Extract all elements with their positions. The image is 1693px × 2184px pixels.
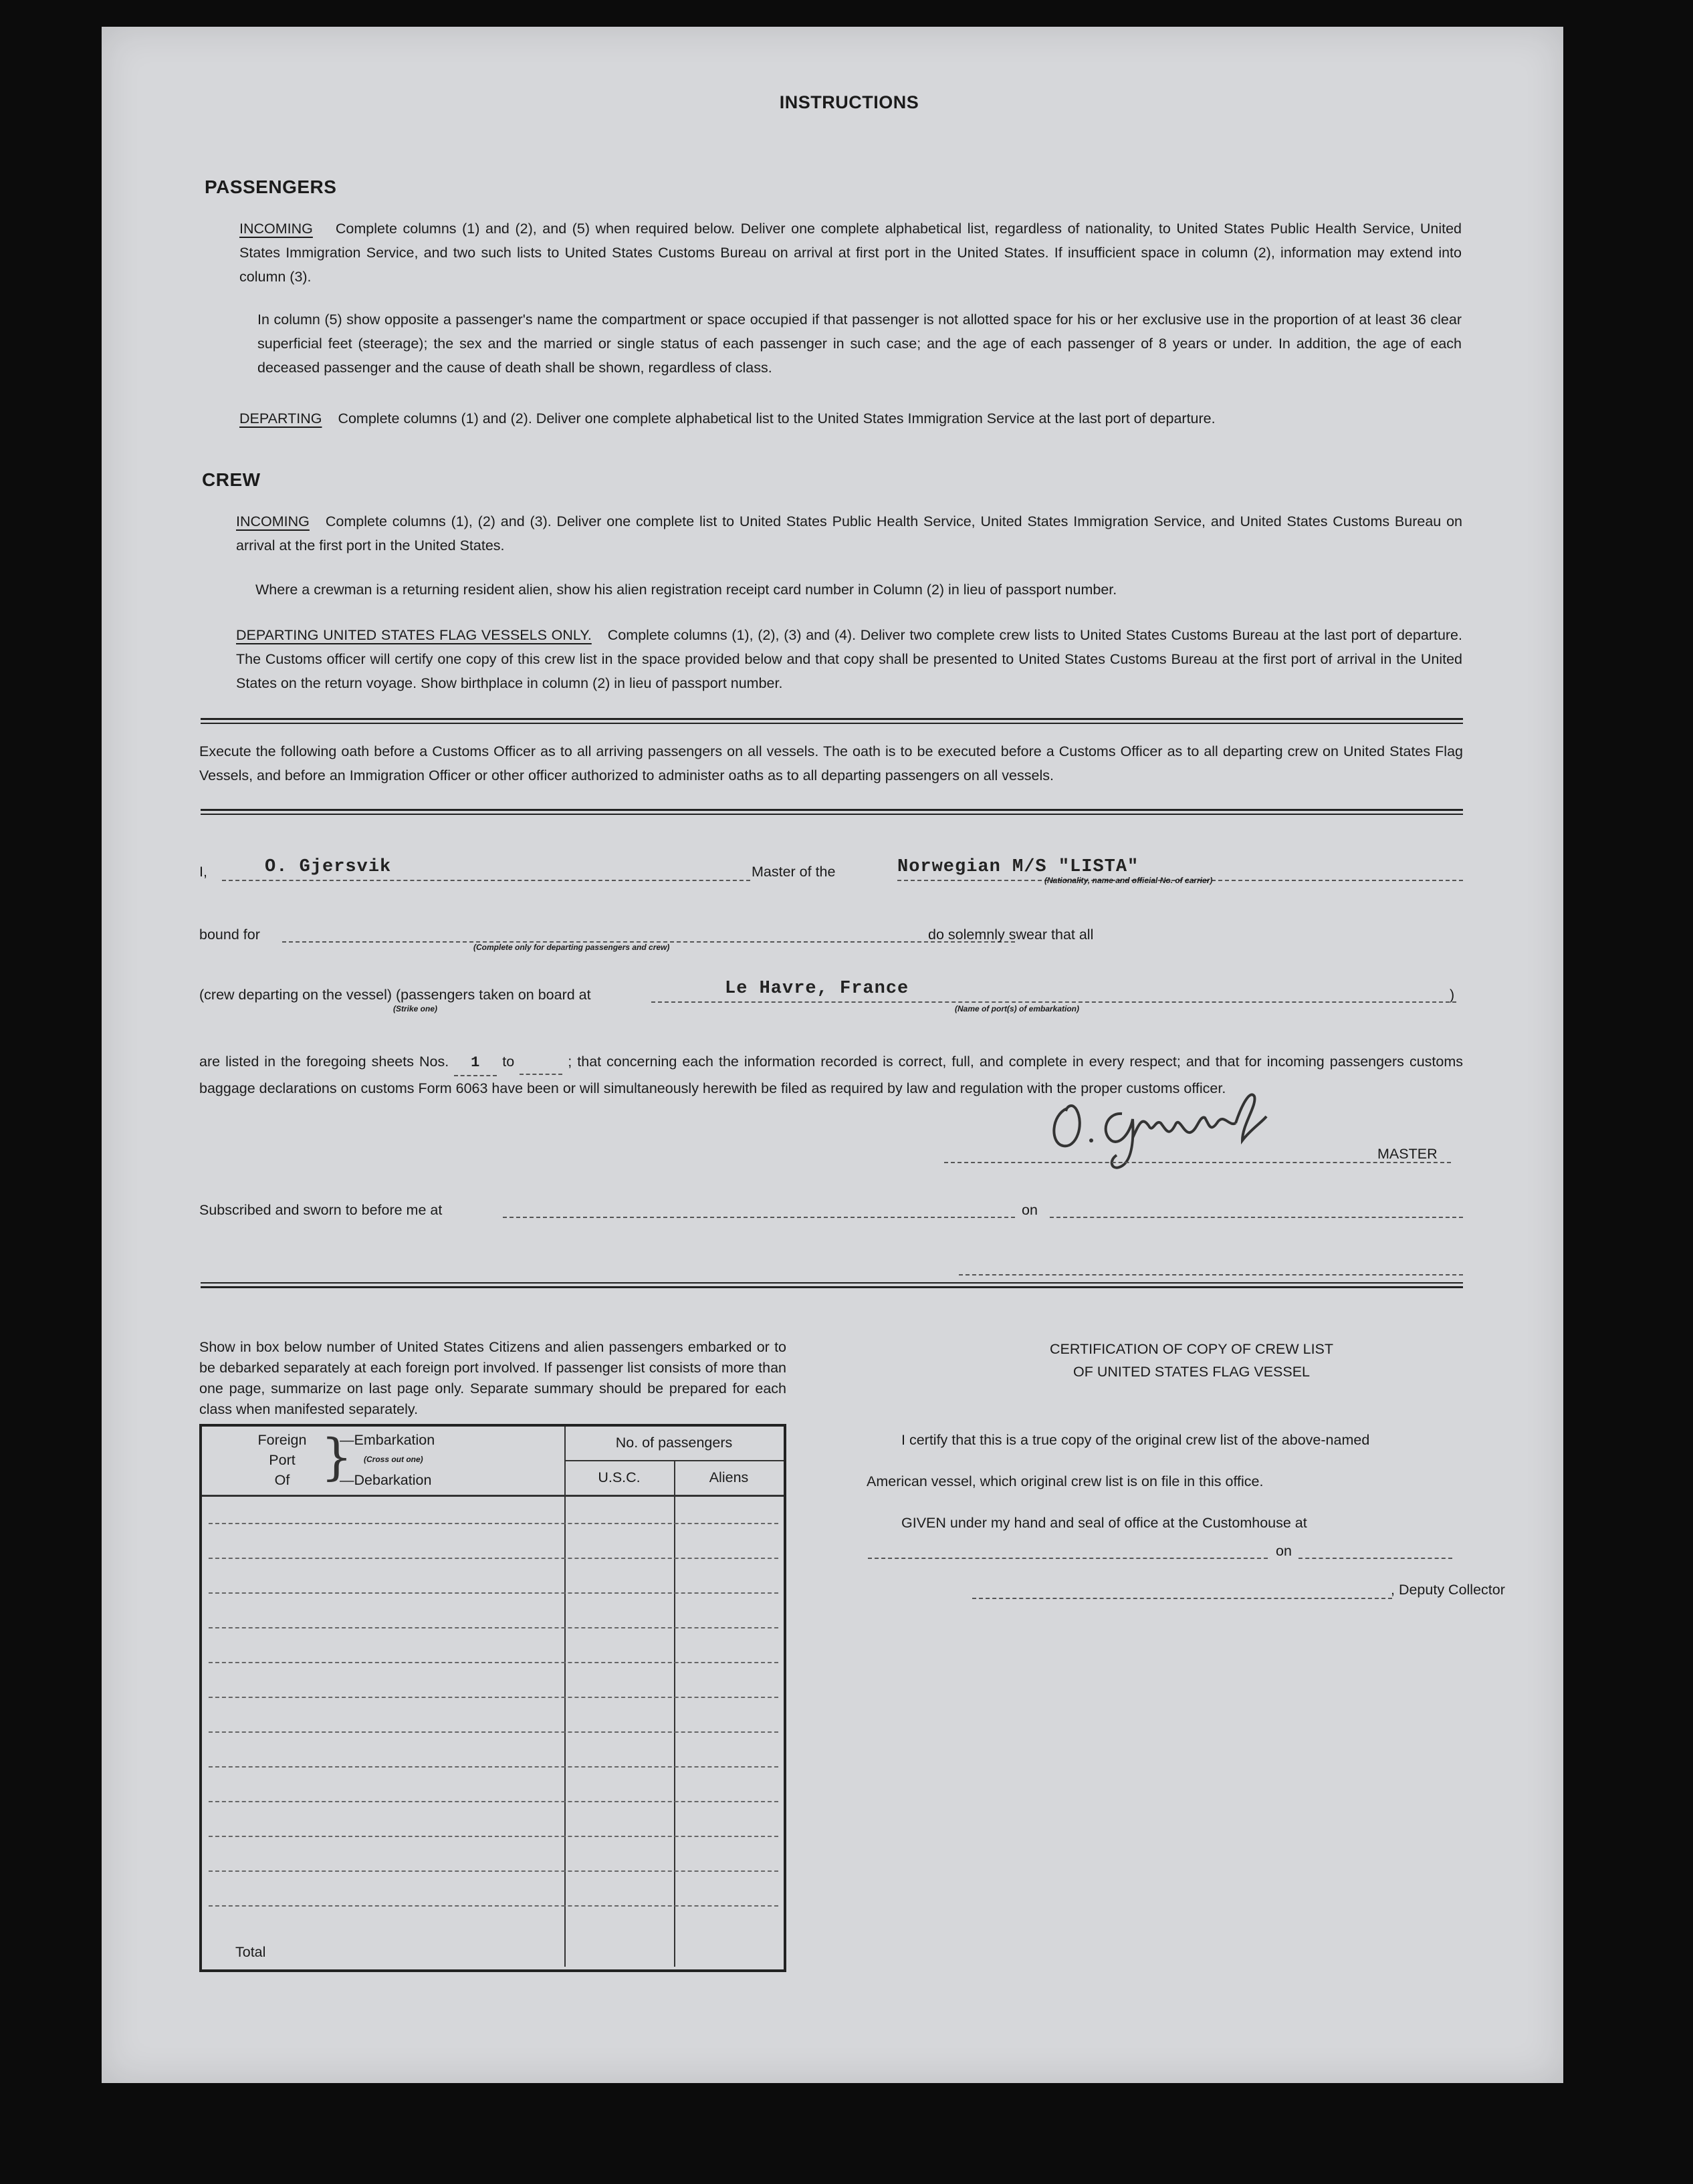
passengers-column5-paragraph: In column (5) show opposite a passenger's name the compartment or space occupied if that passenger is not allotted space for his or her exclusive use in the proportion of at least 36 clear superficial feet (steerage); the sex and the married or single status of each passenger in such case; and the age of each passenger of 8 years or under. In addition, the age of each deceased passenger and the cause of death shall be shown, regardless of class.	[257, 312, 1462, 376]
table-row	[209, 1662, 778, 1663]
crew-departing-label: DEPARTING UNITED STATES FLAG VESSELS ONLY.	[236, 627, 592, 643]
passengers-incoming-text: Complete columns (1) and (2), and (5) when required below. Deliver one complete alphabetical list, regardless of nationality, to United States Public Health Service, United States Immigration Service, and two such lists to United States Customs Bureau on arrival at first port in the United States. If insufficient space in column (2), information may extend into column (3).	[239, 221, 1462, 285]
crew-incoming-label: INCOMING	[236, 513, 310, 529]
crew-heading: CREW	[202, 469, 261, 490]
passengers-departing-label: DEPARTING	[239, 410, 322, 427]
subscribed-date-line	[1050, 1217, 1463, 1218]
subscribed-place-line	[503, 1217, 1015, 1218]
vessel-value: Norwegian M/S "LISTA"	[897, 857, 1139, 877]
crew-departing-label: (crew departing on the vessel) (passengers taken on board at	[199, 987, 591, 1003]
master-name-value: O. Gjersvik	[265, 857, 392, 877]
table-header-debarkation: —Debarkation	[340, 1472, 432, 1488]
table-header-aliens: Aliens	[709, 1469, 749, 1485]
divider-rule	[201, 1286, 1463, 1288]
table-header-usc: U.S.C.	[598, 1469, 641, 1485]
sheets-label: are listed in the foregoing sheets Nos.	[199, 1054, 449, 1070]
summary-instructions: Show in box below number of United States Citizens and alien passengers embarked or to be debarked separately at each foreign port involved. If passenger list consists of more than one page, summarize on last page only. Separate summary should be prepared for each class when manifested separately.	[199, 1339, 786, 1417]
certification-line-2: American vessel, which original crew list is on file in this office.	[867, 1473, 1264, 1489]
passengers-incoming-paragraph	[239, 217, 1462, 289]
strike-caption: (Strike one)	[393, 1004, 438, 1013]
sheets-to-label: to	[502, 1054, 515, 1070]
oath-i-label: I,	[199, 864, 207, 880]
subscribed-on-label: on	[1022, 1202, 1038, 1218]
table-row	[209, 1766, 778, 1768]
table-header-of: Of	[274, 1472, 290, 1488]
swear-label: do solemnly swear that all	[928, 927, 1094, 943]
sheet-from-value: 1	[471, 1054, 481, 1071]
divider-rule	[201, 1282, 1463, 1284]
table-header-divider	[202, 1495, 784, 1497]
passenger-summary-table	[199, 1424, 786, 1972]
close-paren: )	[1450, 987, 1455, 1003]
port-line	[651, 1001, 1456, 1003]
bound-for-label: bound for	[199, 927, 260, 943]
master-label: MASTER	[1377, 1146, 1438, 1162]
table-row	[209, 1627, 778, 1628]
table-header-port: Port	[269, 1452, 296, 1468]
table-header-divider	[564, 1460, 784, 1461]
officer-signature-line	[959, 1274, 1463, 1276]
passengers-departing-text: Complete columns (1) and (2). Deliver one complete alphabetical list to the United States Immigration Service at the last port of departure.	[338, 410, 1216, 427]
certification-on-label: on	[1276, 1543, 1292, 1559]
deputy-collector-line	[972, 1598, 1392, 1599]
master-signature	[1042, 1076, 1416, 1170]
table-row	[209, 1697, 778, 1698]
table-row	[209, 1801, 778, 1802]
table-row	[209, 1870, 778, 1872]
table-row	[209, 1905, 778, 1907]
certification-line-3: GIVEN under my hand and seal of office at the Customhouse at	[901, 1515, 1307, 1531]
passengers-incoming-label: INCOMING	[239, 221, 313, 237]
page-title: INSTRUCTIONS	[779, 92, 919, 112]
table-header-brace: }	[321, 1429, 353, 1486]
document-page	[102, 27, 1563, 2083]
port-caption: (Name of port(s) of embarkation)	[955, 1004, 1080, 1013]
table-row	[209, 1731, 778, 1733]
crew-resident-paragraph: Where a crewman is a returning resident alien, show his alien registration receipt card number in Column (2) in lieu of passport number.	[255, 582, 1117, 598]
table-row	[209, 1558, 778, 1559]
table-header-cross-out: (Cross out one)	[364, 1455, 423, 1464]
table-row	[209, 1592, 778, 1594]
table-header-embarkation: —Embarkation	[340, 1432, 435, 1448]
certification-line-1: I certify that this is a true copy of the original crew list of the above-named	[901, 1432, 1370, 1448]
certification-date-line	[1299, 1558, 1452, 1559]
certification-title-2: OF UNITED STATES FLAG VESSEL	[1073, 1364, 1311, 1380]
vessel-caption: (Nationality, name and official No. of carrier)	[1044, 876, 1213, 885]
sheets-text: ; that concerning each the information recorded is correct, full, and complete in every respect; and that for incoming passengers customs baggage declarations on customs Form 6063 have been or will simultaneously herewith be filed as required by law and regulation with the proper customs officer.	[199, 1054, 1463, 1096]
certification-title-1: CERTIFICATION OF COPY OF CREW LIST	[1049, 1341, 1334, 1357]
master-of-label: Master of the	[752, 864, 836, 880]
passengers-departing-paragraph	[239, 406, 1463, 431]
table-header-foreign: Foreign	[257, 1432, 307, 1448]
crew-departing-text: Complete columns (1), (2), (3) and (4). Deliver two complete crew lists to United States Customs Bureau at the last port of departure. The Customs officer will certify one copy of this crew list in the space provided below and that copy shall be presented to United States Customs Bureau at the first port of arrival in the United States on the return voyage. Show birthplace in column (2) in lieu of passport number.	[236, 627, 1462, 691]
passengers-heading: PASSENGERS	[205, 176, 337, 197]
table-row	[209, 1523, 778, 1524]
divider-rule	[201, 814, 1463, 815]
signature-line	[944, 1162, 1451, 1163]
table-col-divider	[674, 1461, 675, 1967]
divider-rule	[201, 809, 1463, 811]
table-total-label: Total	[235, 1944, 266, 1960]
master-name-line	[222, 880, 750, 881]
oath-intro-paragraph: Execute the following oath before a Customs Officer as to all arriving passengers on all vessels. The oath is to be executed before a Customs Officer as to all departing crew on United States Flag Vessels, and before an Immigration Officer or other officer authorized to administer oaths as to all departing passengers on all vessels.	[199, 743, 1463, 783]
divider-rule	[201, 723, 1463, 724]
divider-rule	[201, 718, 1463, 720]
deputy-collector-label: , Deputy Collector	[1391, 1582, 1505, 1598]
bound-for-caption: (Complete only for departing passengers and crew)	[473, 943, 670, 952]
table-header-no-passengers: No. of passengers	[615, 1435, 733, 1451]
port-value: Le Havre, France	[725, 979, 909, 999]
customhouse-place-line	[868, 1558, 1268, 1559]
crew-incoming-paragraph	[236, 509, 1462, 558]
table-row	[209, 1836, 778, 1837]
crew-departing-paragraph	[236, 623, 1462, 695]
crew-incoming-text: Complete columns (1), (2) and (3). Deliver one complete list to United States Public Health Service, United States Immigration Service, and United States Customs Bureau on arrival at the first port in the United States.	[236, 513, 1462, 554]
subscribed-label: Subscribed and sworn to before me at	[199, 1202, 443, 1218]
